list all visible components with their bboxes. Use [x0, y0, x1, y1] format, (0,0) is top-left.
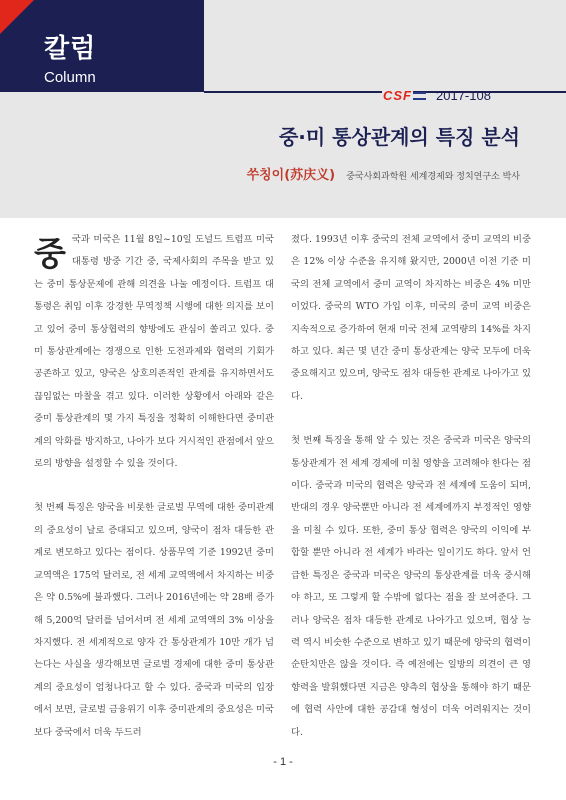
paragraph: 첫 번째 특징을 통해 알 수 있는 것은 중국과 미국은 양국의 통상관계가 전 세계 경제에 미칠 영향을 고려해야 한다는 점이다. 중국과 미국의 협력은 양국과 전 세계에 도움이 되며, 반대의 경우 양국뿐만 아니라 전 세계에까지 부정적인 영향을 미칠 수 있다. 또한, 중미 통상 협력은 양국의 이익에 부합할 뿐만 아니라 전 세계가 바라는 일이기도 하다. 앞서 언급한 특징은 중국과 미국은 양국의 통상관계를 더욱 중시해야 하고, 또 그렇게 할 수밖에 없다는 점을 잘 보여준다. 그러나 양국은 점차 대등한 관계로 나아가고 있으며, 협상 능력 역시 비슷한 수준으로 변하고 있기 때문에 양국의 협력이 순탄치만은 않을 것이다. 즉 예전에는 일방의 의견이 큰 영향력을 발휘했다면 지금은 양측의 협상을 통해야 하기 때문에 협력 사안에 대한 공감대 형성이 더욱 어려워지는 것이다.	[291, 435, 531, 738]
issue-number: 2017-108	[436, 88, 491, 103]
section-label-ko: 칼럼	[44, 34, 97, 64]
paragraph	[34, 229, 274, 475]
section-badge	[0, 0, 204, 92]
paragraph-text: 국과 미국은 11월 8일~10일 도널드 트럼프 미국 대통령 방중 기간 중, 국제사회의 주목을 받고 있는 중미 통상문제에 관해 의견을 나눌 예정이다. 트럼프 대통령은 취임 이후 강경한 무역정책 시행에 대한 의지를 보이고 있어 중미 통상협력의 향방에도 관심이 쏠리고 있다. 중미 통상관계에는 경쟁으로 인한 도전과제와 협력의 기회가 공존하고 있고, 양국은 상호의존적인 관계를 유지하면서도 끊임없는 마찰을 겪고 있다. 이러한 상황에서 아래와 같은 중미 통상관계의 몇 가지 특징을 정확히 이해한다면 중미관계의 악화를 방지하고, 나아가 보다 거시적인 관점에서 앞으로의 방향을 설정할 수 있을 것이다.	[34, 234, 274, 470]
csf-logo	[382, 89, 426, 103]
author-affiliation: 중국사회과학원 세계경제와 정치연구소 박사	[346, 172, 520, 182]
author-line	[247, 164, 520, 183]
paragraph: 첫 번째 특징은 양국을 비롯한 글로벌 무역에 대한 중미관계의 중요성이 날로 증대되고 있으며, 양국이 점차 대등한 관계로 변모하고 있다는 점이다. 상품무역 기준 1992년 중미 교역액은 175억 달러로, 전 세계 교역액에서 차지하는 비중은 약 0.5%에 불과했다. 그러나 2016년에는 약 28배 증가해 5,200억 달러를 넘어서며 전 세계 교역액의 3% 이상을 차지했다. 전 세계적으로 양자 간 통상관계가 10만 개가 넘는다는 사실을 생각해보면 글로벌 경제에 대한 중미 통상관계의 중요성이 엄청나다고 할 수 있다. 중국과 미국의 입장에서 보면, 글로벌 금융위기 이후 중미관계의 중요성은 미국보다 중국에서 더욱 두드러	[34, 502, 274, 738]
body-column-right	[291, 229, 531, 744]
article-title: 중·미 통상관계의 특징 분석	[278, 125, 520, 149]
red-corner-accent	[0, 0, 34, 34]
page-number: - 1 -	[273, 756, 293, 768]
logo-text: CSF	[383, 88, 412, 103]
header-band	[0, 0, 566, 218]
paragraph: 졌다. 1993년 이후 중국의 전체 교역에서 중미 교역의 비중은 12% 이상 수준을 유지해 왔지만, 2000년 이전 기준 미국의 전체 교역에서 중미 교역이 차지하는 비중은 4% 미만이었다. 중국의 WTO 가입 이후, 미국의 중미 교역 비중은 지속적으로 증가하여 현재 미국 전체 교역량의 14%를 차지하고 있다. 최근 몇 년간 중미 통상관계는 양국 모두에 더욱 중요해지고 있으며, 양국도 점차 대등한 관계로 나아가고 있다.	[291, 234, 531, 402]
section-label-en: Column	[44, 69, 96, 86]
drop-cap: 중	[34, 234, 66, 273]
body-column-left	[34, 229, 274, 744]
author-name: 쑤칭이(苏庆义)	[246, 168, 336, 183]
